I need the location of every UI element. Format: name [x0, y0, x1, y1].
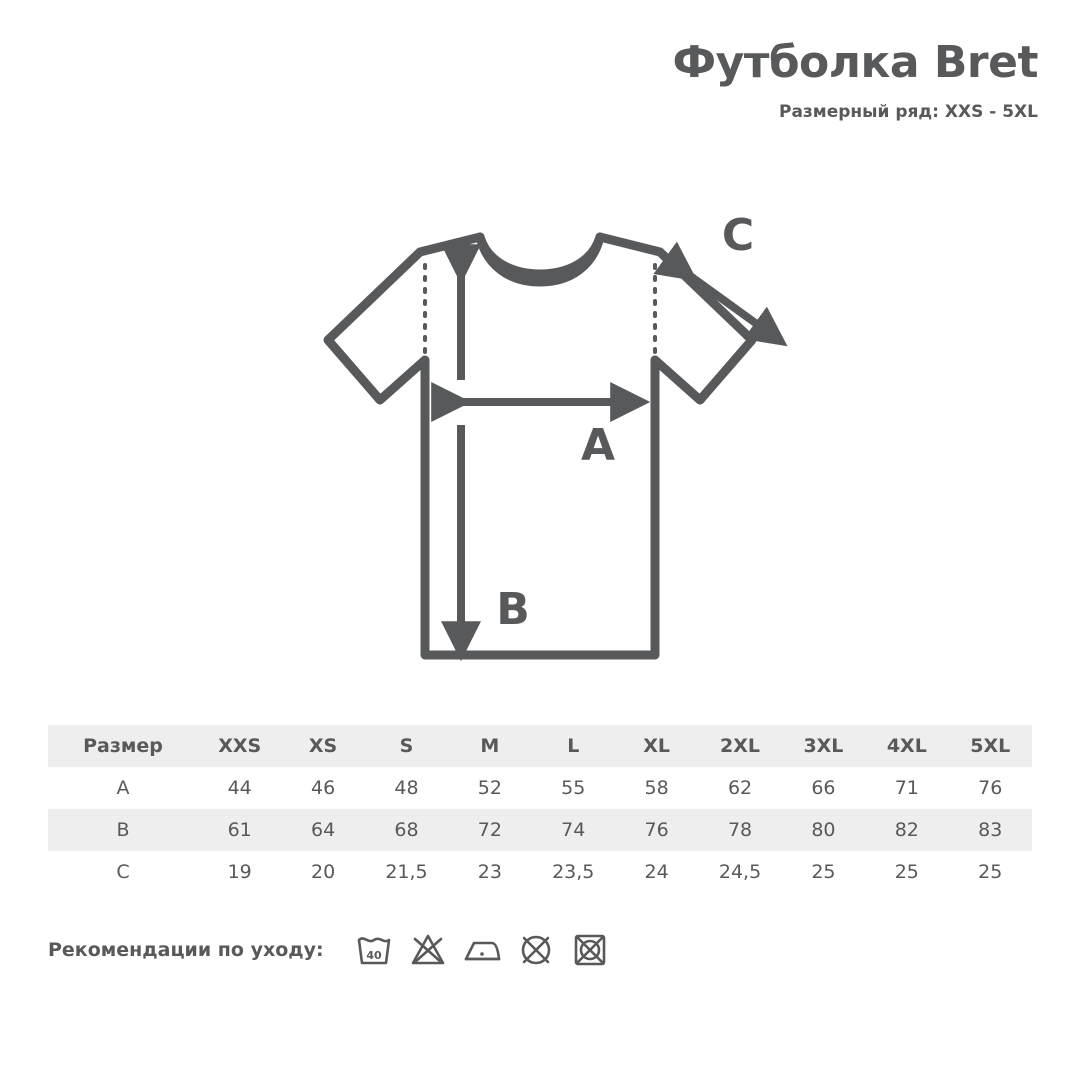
tshirt-diagram: [0, 190, 1080, 700]
cell: 78: [727, 819, 753, 841]
table-header-row: [48, 725, 1032, 767]
column-header: S: [399, 735, 414, 757]
cell: 66: [811, 777, 836, 799]
wash-40-icon: [354, 930, 394, 970]
cell: 25: [894, 861, 919, 883]
header: [672, 37, 1038, 123]
cell: 72: [477, 819, 502, 841]
column-header: L: [567, 735, 580, 757]
cell: 24,5: [718, 861, 762, 883]
cell: 48: [394, 777, 419, 799]
cell: 58: [644, 777, 669, 799]
row-label: A: [116, 777, 130, 799]
column-header: Размер: [83, 735, 163, 757]
cell: 82: [894, 819, 919, 841]
column-header: XL: [643, 735, 671, 757]
label-a: A: [580, 420, 616, 471]
care-instructions: [48, 930, 610, 970]
row-label: C: [116, 861, 130, 883]
arrow-c: [682, 270, 772, 335]
cell: 21,5: [385, 861, 428, 883]
cell: 24: [644, 861, 669, 883]
cell: 25: [811, 861, 836, 883]
column-header: M: [480, 735, 500, 757]
cell: 61: [227, 819, 252, 841]
table-row: [48, 809, 1032, 851]
cell: 23,5: [552, 861, 595, 883]
do-not-bleach-icon: [408, 930, 448, 970]
cell: 76: [644, 819, 669, 841]
cell: 62: [727, 777, 753, 799]
table-row: [48, 851, 1032, 893]
cell: 55: [561, 777, 586, 799]
do-not-tumble-dry-icon: [570, 930, 610, 970]
cell: 83: [978, 819, 1003, 841]
cell: 68: [394, 819, 419, 841]
svg-text:40: 40: [365, 949, 382, 962]
size-range-subtitle: Размерный ряд: XXS - 5XL: [778, 102, 1038, 123]
cell: 64: [310, 819, 336, 841]
page-title: Футболка Bret: [672, 37, 1038, 88]
column-header: 5XL: [970, 735, 1011, 757]
tshirt-outline: [328, 237, 752, 655]
iron-low-icon: [462, 930, 502, 970]
cell: 20: [310, 861, 336, 883]
cell: 80: [811, 819, 836, 841]
care-icon-list: [354, 930, 610, 970]
cell: 25: [978, 861, 1003, 883]
column-header: XS: [308, 735, 338, 757]
table-row: [48, 767, 1032, 809]
cell: 23: [477, 861, 502, 883]
cell: 46: [310, 777, 336, 799]
do-not-dry-clean-icon: [516, 930, 556, 970]
cell: 19: [227, 861, 252, 883]
cell: 74: [561, 819, 586, 841]
size-table: [48, 725, 1032, 893]
care-label: Рекомендации по уходу:: [48, 939, 324, 961]
cell: 52: [477, 777, 502, 799]
column-header: 4XL: [886, 735, 927, 757]
label-c: C: [721, 210, 755, 261]
label-b: B: [496, 584, 530, 635]
cell: 44: [227, 777, 252, 799]
column-header: 2XL: [720, 735, 761, 757]
row-label: B: [116, 819, 130, 841]
column-header: 3XL: [803, 735, 844, 757]
cell: 71: [894, 777, 919, 799]
cell: 76: [978, 777, 1003, 799]
column-header: XXS: [218, 735, 262, 757]
